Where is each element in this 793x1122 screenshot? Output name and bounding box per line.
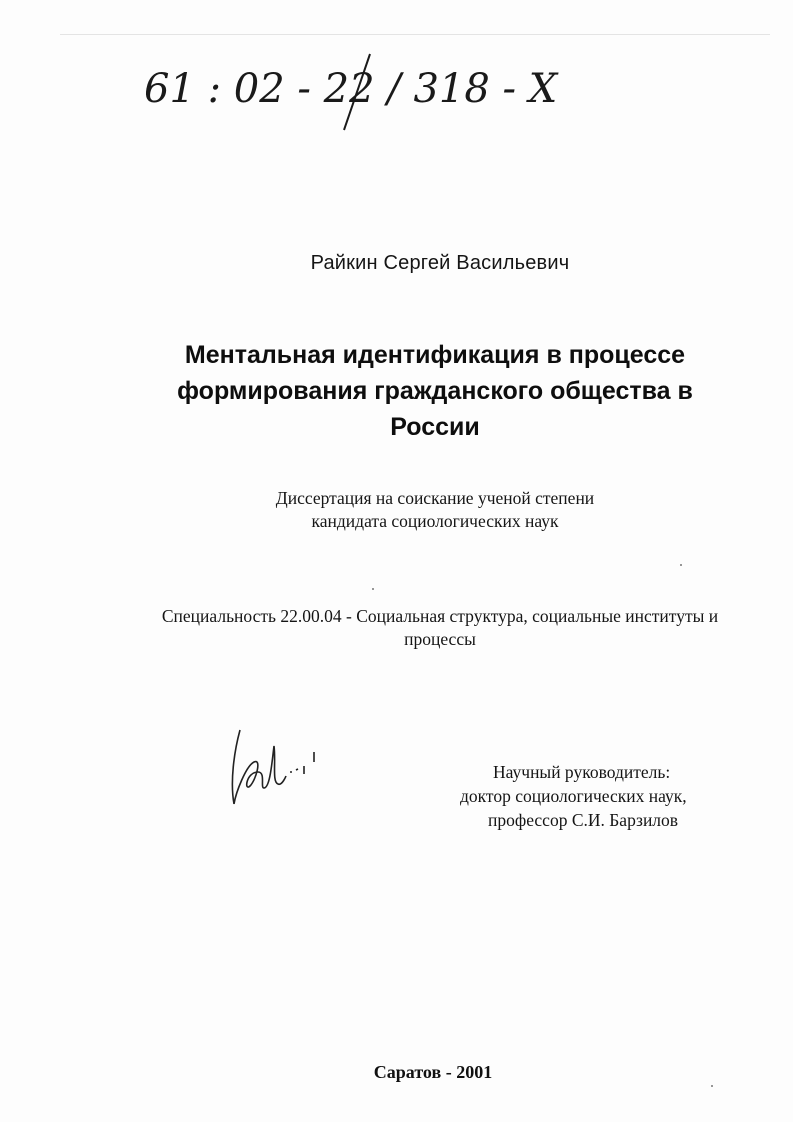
scan-speck [372,588,374,590]
handwritten-code-text: 61 : 02 - 22 / 318 - X [144,66,558,112]
handwritten-catalog-number [140,44,558,134]
thesis-title [120,337,750,445]
specialty-line-1: Специальность 22.00.04 - Социальная структура, социальные институты и [161,606,719,626]
city-and-year: Саратов - 2001 [373,1062,493,1082]
specialty-line-2: процессы [404,629,476,649]
thesis-title-line-2: формирования гражданского общества в [177,377,693,405]
advisor-line-3: профессор С.И. Барзилов [488,810,679,830]
author-name: Райкин Сергей Васильевич [310,252,570,274]
scientific-advisor [440,760,720,832]
thesis-title-line-1: Ментальная идентификация в процессе [184,341,686,369]
handwritten-signature [226,722,336,812]
advisor-line-1: Научный руководитель: [493,762,671,782]
degree-statement [0,487,793,533]
scan-speck [680,564,682,566]
thesis-title-line-3: России [390,413,480,441]
scan-edge-line [60,34,770,35]
scan-speck [711,1085,713,1087]
degree-line-2: кандидата социологических наук [311,511,559,531]
advisor-line-2: доктор социологических наук, [460,786,687,806]
specialty-statement [120,605,760,651]
degree-line-1: Диссертация на соискание ученой степени [275,488,595,508]
